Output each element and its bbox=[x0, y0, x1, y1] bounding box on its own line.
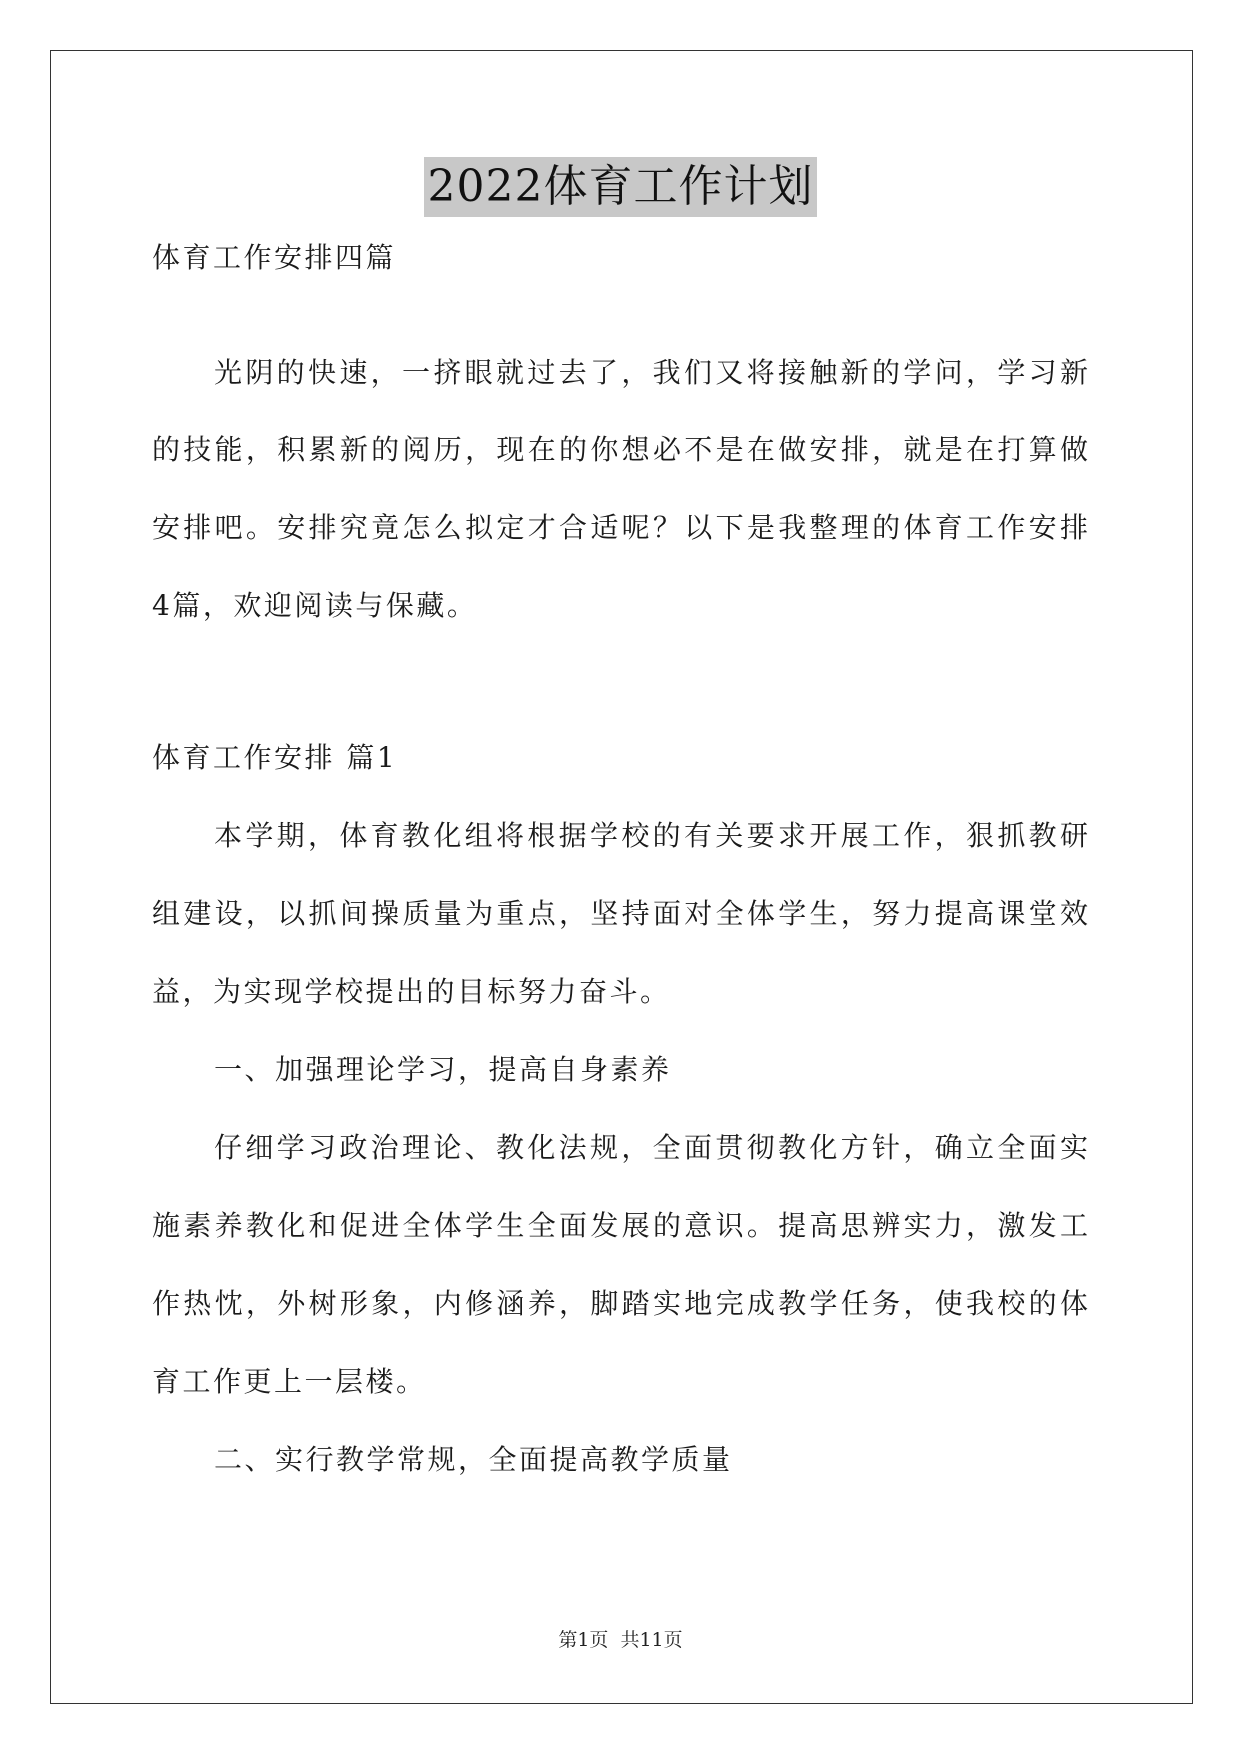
text-line: 仔细学习政治理论、教化法规，全面贯彻教化方针，确立全面实 bbox=[214, 1131, 1088, 1164]
text-line: 二、实行教学常规，全面提高教学质量 bbox=[214, 1443, 733, 1476]
page-footer bbox=[0, 1628, 1241, 1652]
text-line: 作热忱，外树形象，内修涵养，脚踏实地完成教学任务，使我校的体 bbox=[152, 1287, 1088, 1320]
text-line: 体育工作安排四篇 bbox=[152, 241, 397, 274]
text-line: 光阴的快速，一挤眼就过去了，我们又将接触新的学问，学习新 bbox=[214, 356, 1088, 389]
text-line: 本学期，体育教化组将根据学校的有关要求开展工作，狠抓教研 bbox=[214, 819, 1088, 852]
page-total: 共11页 bbox=[620, 1629, 683, 1651]
text-line: 施素养教化和促进全体学生全面发展的意识。提高思辨实力，激发工 bbox=[152, 1209, 1088, 1242]
page-number: 第1页 bbox=[558, 1629, 609, 1651]
text-line: 益，为实现学校提出的目标努力奋斗。 bbox=[152, 975, 671, 1008]
title-container bbox=[0, 157, 1241, 217]
text-line: 体育工作安排 篇1 bbox=[152, 741, 398, 774]
text-line: 一、加强理论学习，提高自身素养 bbox=[214, 1053, 672, 1086]
document-title: 2022体育工作计划 bbox=[424, 157, 818, 217]
text-line: 的技能，积累新的阅历，现在的你想必不是在做安排，就是在打算做 bbox=[152, 433, 1088, 466]
text-line: 4篇，欢迎阅读与保藏。 bbox=[152, 589, 478, 622]
text-line: 组建设，以抓间操质量为重点，坚持面对全体学生，努力提高课堂效 bbox=[152, 897, 1088, 930]
text-line: 育工作更上一层楼。 bbox=[152, 1365, 427, 1398]
text-line: 安排吧。安排究竟怎么拟定才合适呢？以下是我整理的体育工作安排 bbox=[152, 511, 1088, 544]
